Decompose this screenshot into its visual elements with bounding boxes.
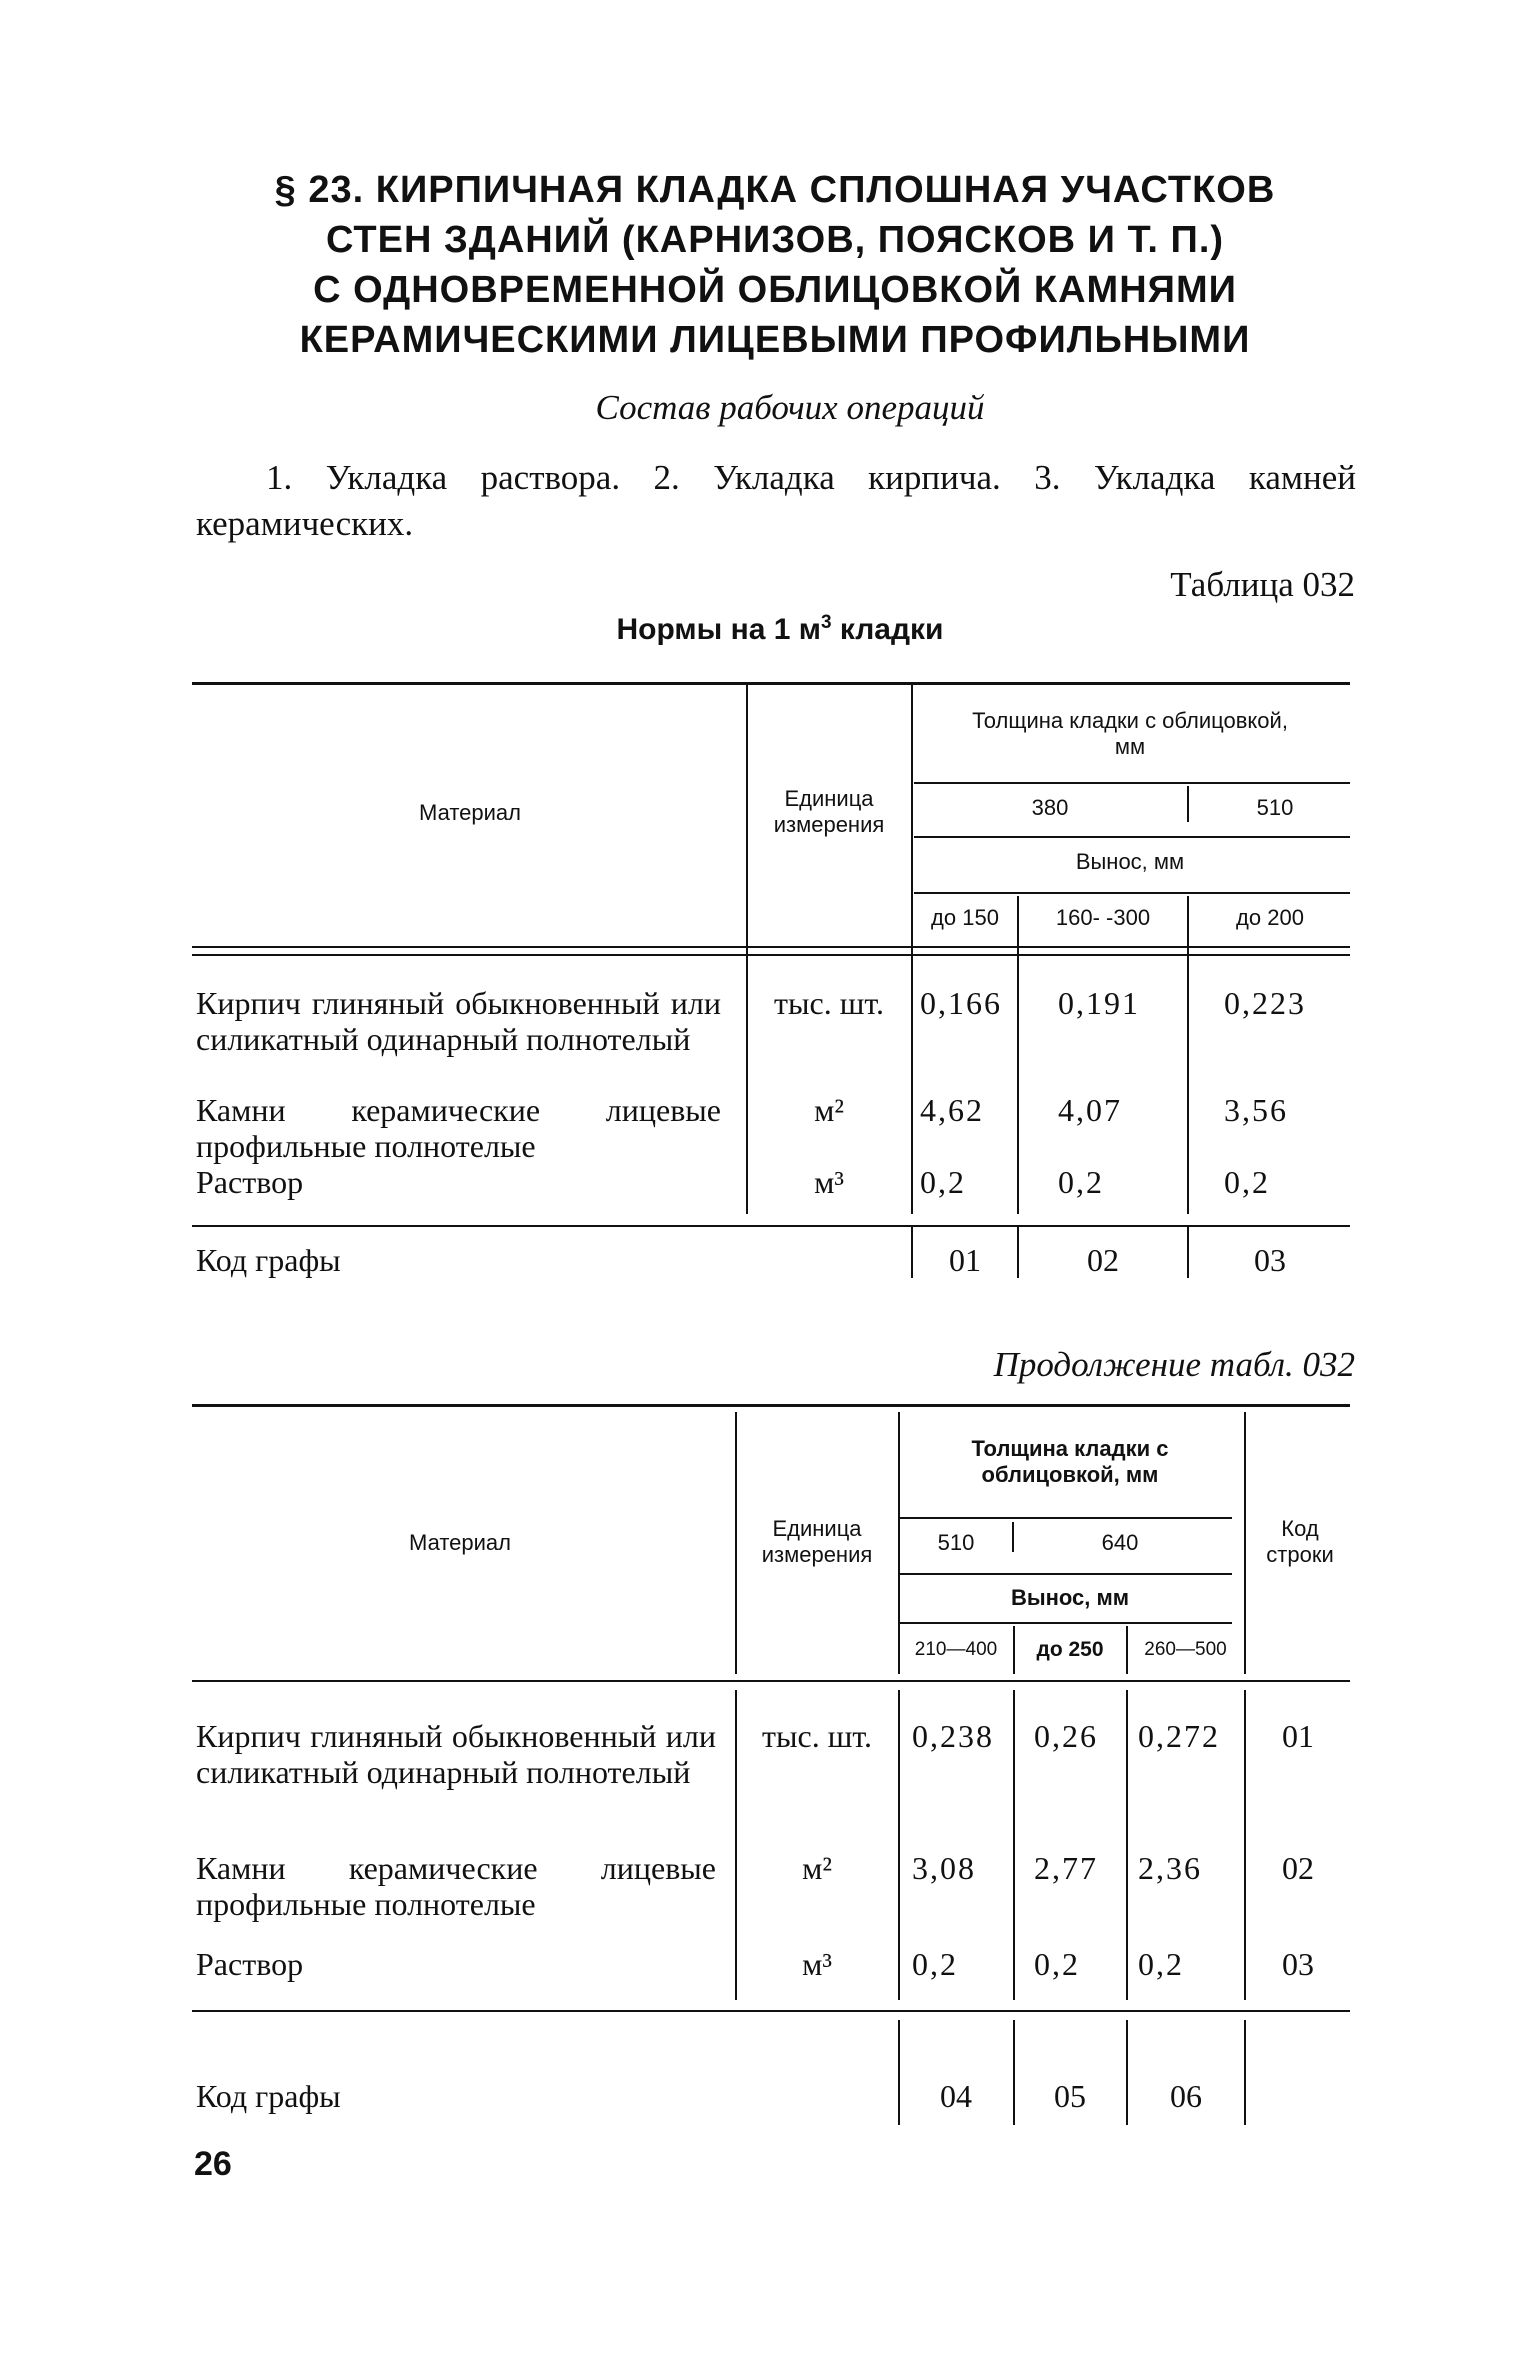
row-2-material: Камни керамические лицевые профильные полнотелые: [196, 1850, 716, 1922]
row-3-v3: 0,2: [1138, 1946, 1184, 1982]
row-1-code: 01: [1282, 1718, 1314, 1754]
row-3-v3: 0,2: [1224, 1164, 1270, 1200]
col-unit-header: Единица измерения: [761, 1516, 873, 1567]
heading-line: § 23. КИРПИЧНАЯ КЛАДКА СПЛОШНАЯ УЧАСТКОВ: [274, 169, 1276, 211]
row-2-material: Камни керамические лицевые профильные полнотелые: [196, 1092, 721, 1164]
row-1-v2: 0,191: [1058, 985, 1140, 1021]
vynos-1: до 150: [931, 905, 999, 930]
caption-pre: Нормы на 1 м: [616, 613, 821, 646]
row-3-material: Раствор: [196, 1946, 304, 1982]
operations-title: Состав рабочих операций: [595, 388, 985, 427]
row-2-v2: 4,07: [1058, 1092, 1122, 1128]
row-2-v3: 3,56: [1224, 1092, 1288, 1128]
row-3-material: Раствор: [196, 1164, 304, 1200]
row-1-unit: тыс. шт.: [774, 985, 884, 1021]
row-1-material: Кирпич глиняный обыкновенный или силикатный одинарный полнотелый: [196, 1718, 716, 1790]
row-2-v1: 4,62: [920, 1092, 984, 1128]
col-thickness-header: Толщина кладки с облицовкой, мм: [971, 1436, 1169, 1487]
row-3-v1: 0,2: [912, 1946, 958, 1982]
row-2-code: 02: [1282, 1850, 1314, 1886]
thickness-510: 510: [1256, 795, 1294, 820]
thickness-510: 510: [937, 1530, 975, 1555]
row-3-unit: м³: [802, 1946, 832, 1982]
page-number: 26: [194, 2145, 232, 2183]
col-thickness-header: Толщина кладки с облицовкой, мм: [972, 708, 1288, 759]
vynos-3: 260—500: [1144, 1639, 1227, 1660]
code-1: 01: [949, 1242, 981, 1278]
col-row-code-header: Код строки: [1266, 1516, 1334, 1567]
code-2: 02: [1087, 1242, 1119, 1278]
operations-text: 1. Укладка раствора. 2. Укладка кирпича. 3. Укладка камней керамических.: [196, 458, 1356, 543]
row-3-unit: м³: [814, 1164, 844, 1200]
code-3: 03: [1254, 1242, 1286, 1278]
row-2-unit: м²: [814, 1092, 844, 1128]
code-5: 05: [1054, 2078, 1086, 2114]
row-3-code: 03: [1282, 1946, 1314, 1982]
vynos-1: 210—400: [914, 1639, 998, 1660]
section-heading: [180, 165, 1370, 365]
row-1-v2: 0,26: [1034, 1718, 1098, 1754]
row-1-v3: 0,223: [1224, 985, 1306, 1021]
caption-sup: 3: [820, 612, 832, 633]
code-label: Код графы: [196, 1242, 341, 1278]
code-label: Код графы: [196, 2078, 341, 2114]
code-6: 06: [1170, 2078, 1202, 2114]
vynos-header: Вынос, мм: [1075, 849, 1185, 874]
vynos-2: 160- -300: [1055, 905, 1151, 930]
col-material-header: Материал: [409, 1530, 511, 1555]
vynos-3: до 200: [1236, 905, 1304, 930]
row-2-v3: 2,36: [1138, 1850, 1202, 1886]
row-1-material: Кирпич глиняный обыкновенный или силикатный одинарный полнотелый: [196, 985, 721, 1057]
table-number: Таблица 032: [1170, 565, 1355, 604]
row-1-v1: 0,166: [920, 985, 1002, 1021]
caption-post: кладки: [831, 613, 944, 646]
vynos-header: Вынос, мм: [1010, 1585, 1130, 1610]
heading-line: КЕРАМИЧЕСКИМИ ЛИЦЕВЫМИ ПРОФИЛЬНЫМИ: [299, 319, 1251, 361]
vynos-2: до 250: [1036, 1638, 1104, 1661]
col-unit-header: Единица измерения: [773, 786, 885, 837]
row-2-unit: м²: [802, 1850, 832, 1886]
row-1-unit: тыс. шт.: [762, 1718, 872, 1754]
table-caption: [500, 612, 1060, 647]
row-2-v1: 3,08: [912, 1850, 976, 1886]
row-3-v2: 0,2: [1058, 1164, 1104, 1200]
row-2-v2: 2,77: [1034, 1850, 1098, 1886]
row-3-v2: 0,2: [1034, 1946, 1080, 1982]
row-1-v3: 0,272: [1138, 1718, 1220, 1754]
row-3-v1: 0,2: [920, 1164, 966, 1200]
thickness-380: 380: [1031, 795, 1069, 820]
row-1-v1: 0,238: [912, 1718, 994, 1754]
col-material-header: Материал: [419, 800, 521, 825]
heading-line: С ОДНОВРЕМЕННОЙ ОБЛИЦОВКОЙ КАМНЯМИ: [313, 269, 1237, 311]
heading-line: СТЕН ЗДАНИЙ (КАРНИЗОВ, ПОЯСКОВ И Т. П.): [325, 219, 1225, 261]
thickness-640: 640: [1101, 1530, 1139, 1555]
code-4: 04: [940, 2078, 972, 2114]
continuation-title: Продолжение табл. 032: [993, 1345, 1355, 1384]
